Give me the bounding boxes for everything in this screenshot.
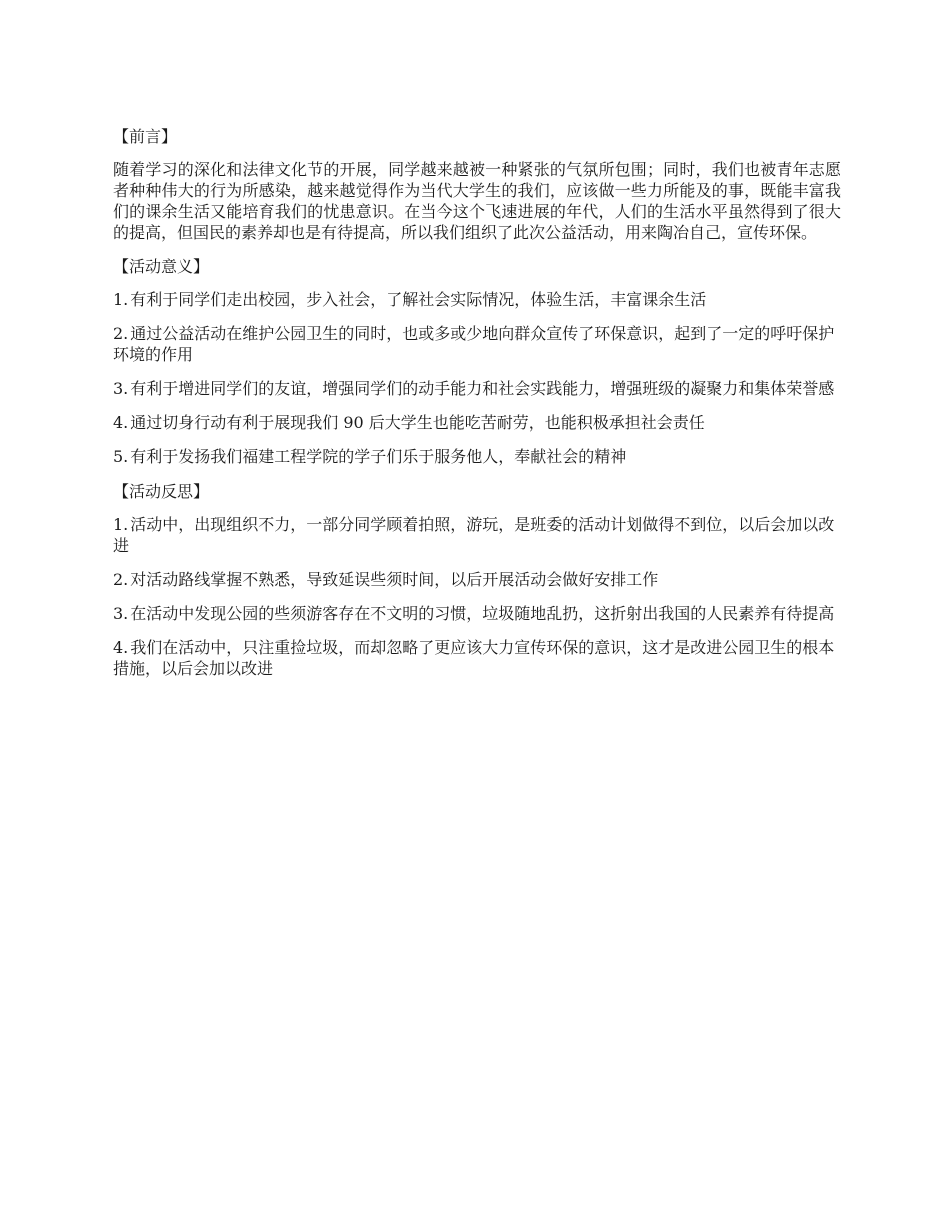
item-number: 2.: [113, 570, 129, 589]
list-item: [113, 378, 841, 399]
reflection-heading: 【活动反思】: [113, 482, 210, 501]
list-item: [113, 323, 841, 365]
item-number: 3.: [113, 604, 129, 623]
item-text: 我们在活动中，只注重捡垃圾，而却忽略了更应该大力宣传环保的意识，这才是改进公园卫生的根本措施，以后会加以改进: [113, 638, 835, 678]
significance-heading: 【活动意义】: [113, 257, 210, 276]
list-item: [113, 289, 841, 310]
item-text: 有利于同学们走出校园，步入社会，了解社会实际情况，体验生活，丰富课余生活: [130, 290, 707, 309]
item-number: 4.: [113, 638, 129, 657]
list-item: [113, 514, 841, 556]
list-item: [113, 446, 841, 467]
document-page: [113, 125, 841, 692]
intro-paragraph: 随着学习的深化和法律文化节的开展，同学越来越被一种紧张的气氛所包围；同时，我们也被青年志愿者种种伟大的行为所感染，越来越觉得作为当代大学生的我们，应该做一些力所能及的事，既能丰富我们的课余生活又能培育我们的忧患意识。在当今这个飞速进展的年代，人们的生活水平虽然得到了很大的提高，但国民的素养却也是有待提高，所以我们组织了此次公益活动，用来陶冶自己，宣传环保。: [113, 160, 841, 242]
item-number: 4.: [113, 413, 129, 432]
item-number: 2.: [113, 324, 129, 343]
item-text: 有利于增进同学们的友谊，增强同学们的动手能力和社会实践能力，增强班级的凝聚力和集体荣誉感: [130, 379, 835, 398]
item-text: 通过公益活动在维护公园卫生的同时，也或多或少地向群众宣传了环保意识，起到了一定的呼吁保护环境的作用: [113, 324, 835, 364]
item-number: 1.: [113, 515, 129, 534]
list-item: [113, 569, 841, 590]
item-number: 5.: [113, 447, 129, 466]
list-item: [113, 637, 841, 679]
reflection-list: [113, 514, 841, 679]
list-item: [113, 412, 841, 433]
item-number: 1.: [113, 290, 129, 309]
list-item: [113, 603, 841, 624]
item-text: 活动中，出现组织不力，一部分同学顾着拍照，游玩，是班委的活动计划做得不到位，以后会加以改进: [113, 515, 835, 555]
item-text: 在活动中发现公园的些须游客存在不文明的习惯，垃圾随地乱扔，这折射出我国的人民素养有待提高: [130, 604, 835, 623]
intro-heading: 【前言】: [113, 127, 178, 146]
item-text: 对活动路线掌握不熟悉，导致延误些须时间，以后开展活动会做好安排工作: [130, 570, 659, 589]
item-text: 有利于发扬我们福建工程学院的学子们乐于服务他人，奉献社会的精神: [130, 447, 627, 466]
significance-list: [113, 289, 841, 467]
item-text: 通过切身行动有利于展现我们 90 后大学生也能吃苦耐劳，也能积极承担社会责任: [130, 413, 705, 432]
item-number: 3.: [113, 379, 129, 398]
